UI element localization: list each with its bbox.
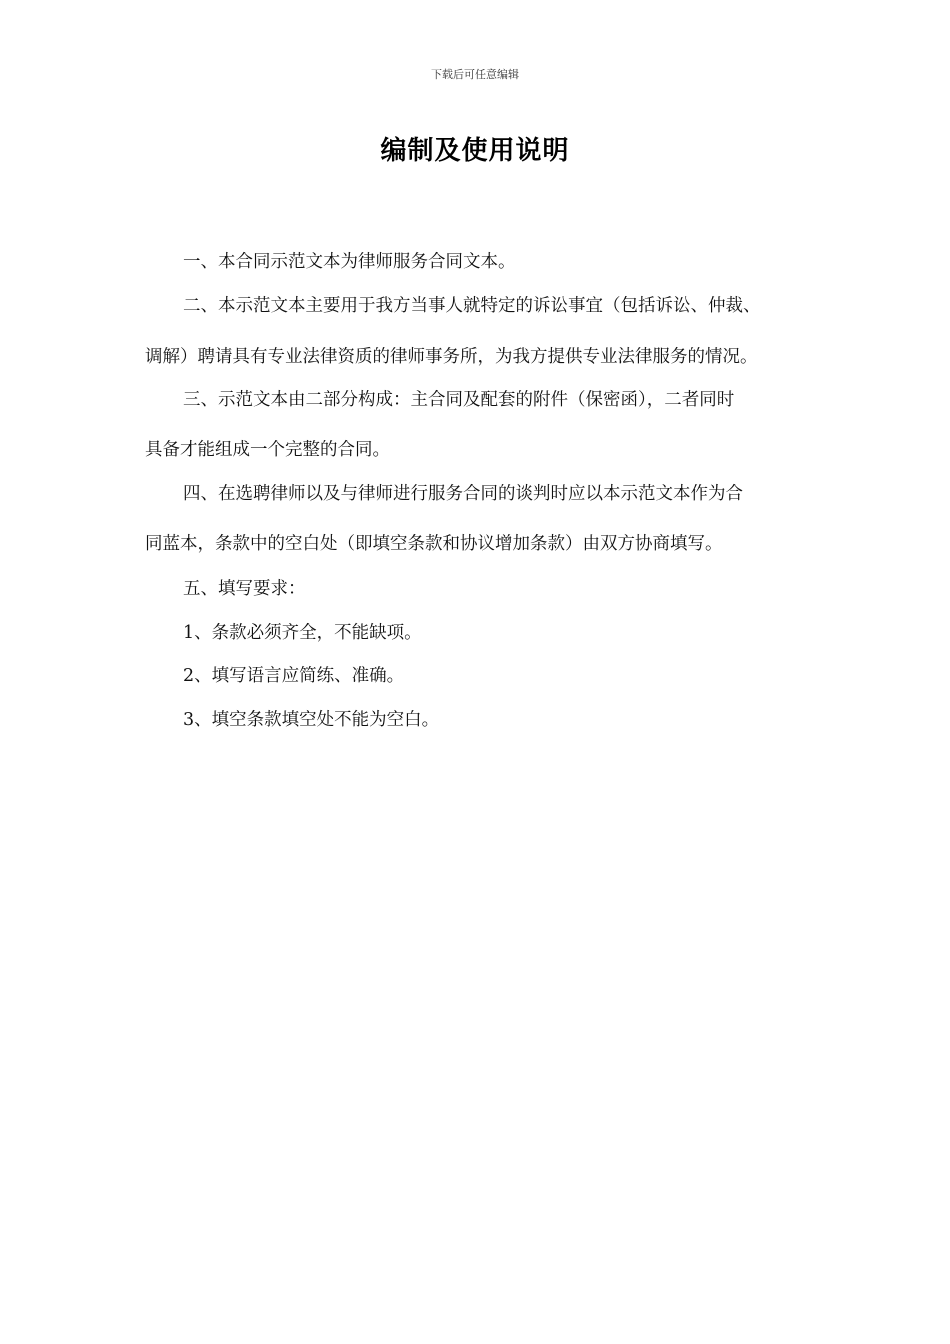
paragraph-line-10: 2、填写语言应简练、准确。 bbox=[183, 666, 405, 686]
paragraph-line-3: 调解）聘请具有专业法律资质的律师事务所，为我方提供专业法律服务的情况。 bbox=[145, 347, 758, 367]
header-note: 下载后可任意编辑 bbox=[431, 68, 519, 81]
paragraph-line-8: 五、填写要求： bbox=[183, 579, 306, 599]
paragraph-line-1: 一、本合同示范文本为律师服务合同文本。 bbox=[183, 252, 516, 272]
paragraph-line-4: 三、示范文本由二部分构成：主合同及配套的附件（保密函），二者同时 bbox=[183, 390, 735, 410]
paragraph-line-6: 四、在选聘律师以及与律师进行服务合同的谈判时应以本示范文本作为合 bbox=[183, 484, 743, 504]
paragraph-line-5: 具备才能组成一个完整的合同。 bbox=[145, 440, 390, 460]
document-title: 编制及使用说明 bbox=[380, 136, 570, 166]
paragraph-line-7: 同蓝本，条款中的空白处（即填空条款和协议增加条款）由双方协商填写。 bbox=[145, 534, 723, 554]
paragraph-line-9: 1、条款必须齐全，不能缺项。 bbox=[183, 623, 422, 643]
paragraph-line-2: 二、本示范文本主要用于我方当事人就特定的诉讼事宜（包括诉讼、仲裁、 bbox=[183, 296, 761, 316]
paragraph-line-11: 3、填空条款填空处不能为空白。 bbox=[183, 710, 440, 730]
